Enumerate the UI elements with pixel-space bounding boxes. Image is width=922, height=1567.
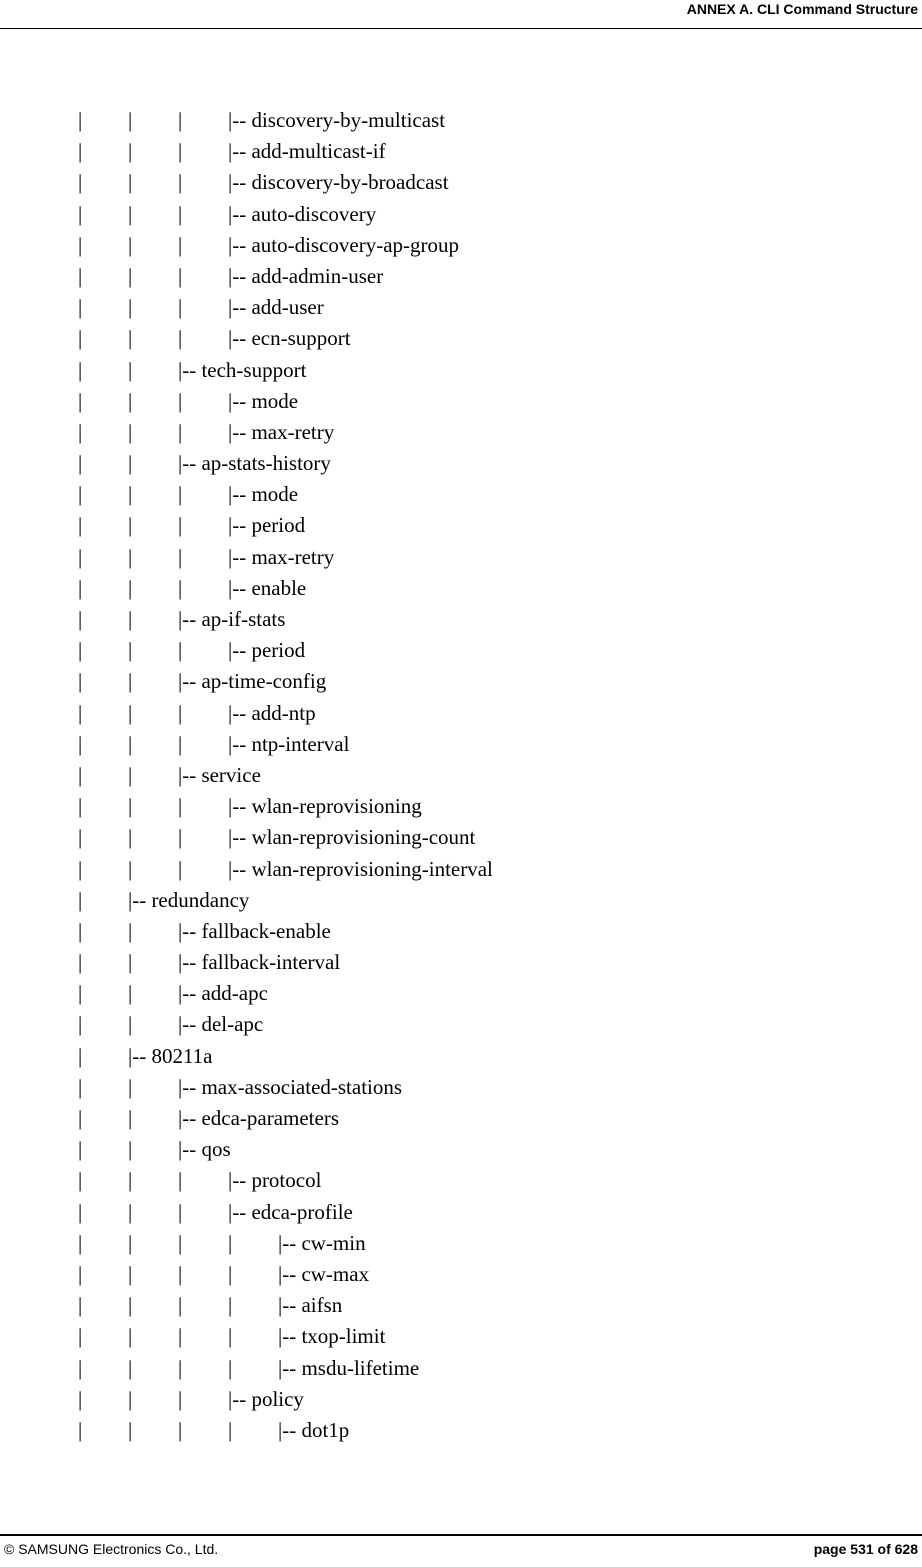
tree-node-label: |-- cw-min [278, 1230, 366, 1255]
tree-node-label: |-- mode [228, 482, 299, 507]
tree-branch-bar: | [128, 108, 133, 132]
tree-branch-bar: | [78, 1386, 83, 1411]
tree-node-label: |-- wlan-reprovisioning [228, 794, 422, 819]
tree-row [0, 105, 922, 136]
tree-node-label: |-- period [228, 513, 306, 538]
tree-branch-bar: | [178, 326, 183, 351]
tree-row [0, 1353, 922, 1384]
tree-row [0, 1197, 922, 1228]
tree-node-label: |-- max-retry [228, 419, 335, 444]
tree-branch-bar: | [128, 918, 133, 943]
tree-branch-bar: | [78, 918, 83, 943]
tree-row [0, 448, 922, 479]
tree-branch-bar: | [228, 1261, 233, 1286]
tree-node-label: |-- dot1p [278, 1417, 350, 1442]
tree-branch-bar: | [178, 108, 183, 132]
tree-branch-bar: | [128, 451, 133, 476]
tree-branch-bar: | [78, 950, 83, 975]
tree-row [0, 510, 922, 541]
tree-row [0, 666, 922, 697]
tree-branch-bar: | [78, 1137, 83, 1162]
tree-row [0, 1009, 922, 1040]
tree-branch-bar: | [178, 295, 183, 320]
tree-branch-bar: | [78, 1199, 83, 1224]
tree-branch-bar: | [178, 575, 183, 600]
tree-branch-bar: | [128, 419, 133, 444]
tree-node-label: |-- edca-profile [228, 1199, 353, 1224]
tree-branch-bar: | [128, 950, 133, 975]
tree-branch-bar: | [78, 419, 83, 444]
tree-branch-bar: | [178, 388, 183, 413]
tree-branch-bar: | [178, 419, 183, 444]
tree-node-label: |-- ap-if-stats [178, 607, 286, 631]
tree-branch-bar: | [78, 1293, 83, 1318]
tree-node-label: |-- del-apc [178, 1012, 264, 1037]
tree-branch-bar: | [178, 232, 183, 257]
tree-node-label: |-- max-retry [228, 544, 335, 569]
tree-row [0, 1041, 922, 1072]
tree-row [0, 292, 922, 323]
tree-branch-bar: | [78, 1324, 83, 1349]
tree-branch-bar: | [78, 1074, 83, 1099]
tree-node-label: |-- add-multicast-if [228, 139, 386, 164]
tree-node-label: |-- policy [228, 1386, 304, 1411]
tree-branch-bar: | [128, 1417, 133, 1442]
tree-row [0, 698, 922, 729]
tree-row [0, 1415, 922, 1446]
tree-node-label: |-- auto-discovery [228, 201, 377, 226]
tree-branch-bar: | [128, 295, 133, 320]
tree-branch-bar: | [178, 201, 183, 226]
tree-branch-bar: | [128, 201, 133, 226]
tree-branch-bar: | [128, 825, 133, 850]
tree-node-label: |-- fallback-interval [178, 950, 341, 975]
tree-branch-bar: | [128, 1230, 133, 1255]
tree-branch-bar: | [228, 1230, 233, 1255]
tree-row [0, 417, 922, 448]
tree-node-label: |-- mode [228, 388, 299, 413]
tree-branch-bar: | [128, 170, 133, 195]
tree-node-label: |-- ntp-interval [228, 731, 350, 756]
tree-row [0, 1134, 922, 1165]
tree-branch-bar: | [128, 1074, 133, 1099]
tree-node-label: |-- period [228, 638, 306, 663]
tree-branch-bar: | [128, 607, 133, 631]
tree-branch-bar: | [78, 451, 83, 476]
tree-node-label: |-- tech-support [178, 357, 307, 382]
tree-branch-bar: | [178, 1199, 183, 1224]
tree-branch-bar: | [78, 825, 83, 850]
tree-branch-bar: | [128, 1137, 133, 1162]
tree-branch-bar: | [128, 482, 133, 507]
tree-node-label: |-- ecn-support [228, 326, 351, 351]
tree-row [0, 729, 922, 760]
tree-row [0, 854, 922, 885]
tree-branch-bar: | [128, 357, 133, 382]
tree-branch-bar: | [128, 794, 133, 819]
tree-branch-bar: | [78, 1417, 83, 1442]
tree-branch-bar: | [178, 1293, 183, 1318]
tree-branch-bar: | [178, 731, 183, 756]
tree-node-label: |-- ap-time-config [178, 669, 327, 694]
tree-row [0, 916, 922, 947]
tree-row [0, 978, 922, 1009]
tree-row [0, 1384, 922, 1415]
tree-branch-bar: | [178, 825, 183, 850]
tree-branch-bar: | [178, 1168, 183, 1193]
tree-branch-bar: | [178, 1386, 183, 1411]
tree-branch-bar: | [78, 1230, 83, 1255]
tree-branch-bar: | [128, 1355, 133, 1380]
footer-page-number: page 531 of 628 [813, 1541, 918, 1557]
tree-branch-bar: | [128, 1199, 133, 1224]
tree-branch-bar: | [128, 544, 133, 569]
tree-branch-bar: | [78, 326, 83, 351]
tree-branch-bar: | [128, 513, 133, 538]
tree-branch-bar: | [78, 482, 83, 507]
tree-branch-bar: | [128, 981, 133, 1006]
tree-row [0, 1321, 922, 1352]
tree-node-label: |-- 80211a [128, 1043, 213, 1068]
tree-row [0, 604, 922, 635]
tree-row [0, 1290, 922, 1321]
tree-branch-bar: | [78, 170, 83, 195]
tree-branch-bar: | [178, 1324, 183, 1349]
tree-node-label: |-- auto-discovery-ap-group [228, 232, 460, 257]
tree-node-label: |-- fallback-enable [178, 918, 331, 943]
tree-branch-bar: | [78, 700, 83, 725]
page-footer [0, 1534, 922, 1567]
footer-copyright: © SAMSUNG Electronics Co., Ltd. [4, 1541, 219, 1557]
tree-node-label: |-- add-admin-user [228, 263, 384, 288]
tree-branch-bar: | [128, 1168, 133, 1193]
tree-branch-bar: | [128, 388, 133, 413]
tree-branch-bar: | [128, 638, 133, 663]
tree-branch-bar: | [128, 263, 133, 288]
tree-row [0, 947, 922, 978]
tree-branch-bar: | [128, 139, 133, 164]
tree-branch-bar: | [78, 513, 83, 538]
tree-branch-bar: | [78, 544, 83, 569]
tree-branch-bar: | [78, 263, 83, 288]
tree-branch-bar: | [78, 357, 83, 382]
tree-node-label: |-- add-user [228, 295, 324, 320]
tree-branch-bar: | [178, 139, 183, 164]
tree-row [0, 323, 922, 354]
tree-node-label: |-- aifsn [278, 1293, 343, 1318]
tree-branch-bar: | [178, 170, 183, 195]
tree-node-label: |-- wlan-reprovisioning-count [228, 825, 476, 850]
tree-row [0, 386, 922, 417]
tree-node-label: |-- enable [228, 575, 307, 600]
cli-command-tree [0, 105, 922, 1446]
tree-node-label: |-- discovery-by-broadcast [228, 170, 449, 195]
tree-branch-bar: | [78, 108, 83, 132]
tree-branch-bar: | [228, 1355, 233, 1380]
tree-branch-bar: | [178, 544, 183, 569]
tree-branch-bar: | [78, 1106, 83, 1130]
tree-row [0, 885, 922, 916]
tree-branch-bar: | [78, 1043, 83, 1068]
tree-node-label: |-- add-ntp [228, 700, 316, 725]
tree-node-label: |-- edca-parameters [178, 1106, 340, 1130]
tree-row [0, 1165, 922, 1196]
tree-branch-bar: | [178, 794, 183, 819]
tree-row [0, 261, 922, 292]
tree-branch-bar: | [128, 575, 133, 600]
tree-branch-bar: | [78, 607, 83, 631]
tree-branch-bar: | [78, 295, 83, 320]
tree-branch-bar: | [128, 1012, 133, 1037]
tree-branch-bar: | [128, 1106, 133, 1130]
tree-branch-bar: | [178, 1417, 183, 1442]
tree-branch-bar: | [178, 1230, 183, 1255]
tree-node-label: |-- cw-max [278, 1261, 370, 1286]
tree-row [0, 573, 922, 604]
tree-row [0, 199, 922, 230]
tree-branch-bar: | [78, 575, 83, 600]
page-header-title: ANNEX A. CLI Command Structure [686, 1, 918, 17]
tree-row [0, 136, 922, 167]
tree-branch-bar: | [128, 326, 133, 351]
tree-row [0, 1103, 922, 1134]
tree-branch-bar: | [128, 762, 133, 787]
tree-row [0, 167, 922, 198]
tree-branch-bar: | [78, 1261, 83, 1286]
tree-branch-bar: | [78, 139, 83, 164]
tree-branch-bar: | [78, 762, 83, 787]
tree-branch-bar: | [78, 201, 83, 226]
tree-branch-bar: | [78, 1012, 83, 1037]
tree-branch-bar: | [178, 513, 183, 538]
tree-branch-bar: | [78, 232, 83, 257]
tree-branch-bar: | [228, 1293, 233, 1318]
tree-node-label: |-- max-associated-stations [178, 1074, 403, 1099]
tree-branch-bar: | [178, 263, 183, 288]
tree-node-label: |-- discovery-by-multicast [228, 108, 446, 132]
tree-row [0, 230, 922, 261]
tree-row [0, 1072, 922, 1103]
tree-branch-bar: | [128, 1293, 133, 1318]
tree-node-label: |-- ap-stats-history [178, 451, 331, 476]
tree-branch-bar: | [78, 669, 83, 694]
tree-branch-bar: | [78, 1355, 83, 1380]
tree-row [0, 760, 922, 791]
tree-row [0, 542, 922, 573]
tree-branch-bar: | [128, 700, 133, 725]
tree-branch-bar: | [78, 388, 83, 413]
tree-row [0, 822, 922, 853]
tree-branch-bar: | [128, 731, 133, 756]
tree-branch-bar: | [128, 1386, 133, 1411]
tree-branch-bar: | [78, 856, 83, 881]
tree-branch-bar: | [178, 856, 183, 881]
tree-row [0, 635, 922, 666]
tree-node-label: |-- service [178, 762, 261, 787]
tree-branch-bar: | [128, 1324, 133, 1349]
page-header [0, 0, 922, 29]
tree-branch-bar: | [128, 856, 133, 881]
tree-branch-bar: | [178, 1261, 183, 1286]
tree-node-label: |-- redundancy [128, 887, 250, 912]
tree-branch-bar: | [128, 669, 133, 694]
tree-branch-bar: | [228, 1324, 233, 1349]
tree-node-label: |-- add-apc [178, 981, 268, 1006]
tree-node-label: |-- msdu-lifetime [278, 1355, 420, 1380]
tree-branch-bar: | [128, 232, 133, 257]
tree-row [0, 1228, 922, 1259]
tree-branch-bar: | [178, 1355, 183, 1380]
tree-branch-bar: | [78, 794, 83, 819]
tree-node-label: |-- wlan-reprovisioning-interval [228, 856, 493, 881]
tree-branch-bar: | [78, 731, 83, 756]
tree-row [0, 355, 922, 386]
tree-node-label: |-- protocol [228, 1168, 322, 1193]
tree-branch-bar: | [128, 1261, 133, 1286]
tree-branch-bar: | [78, 887, 83, 912]
tree-row [0, 791, 922, 822]
tree-branch-bar: | [78, 981, 83, 1006]
tree-node-label: |-- txop-limit [278, 1324, 386, 1349]
tree-branch-bar: | [78, 638, 83, 663]
tree-branch-bar: | [228, 1417, 233, 1442]
tree-row [0, 479, 922, 510]
tree-branch-bar: | [178, 638, 183, 663]
tree-branch-bar: | [78, 1168, 83, 1193]
tree-branch-bar: | [178, 700, 183, 725]
tree-row [0, 1259, 922, 1290]
tree-node-label: |-- qos [178, 1137, 231, 1162]
tree-branch-bar: | [178, 482, 183, 507]
